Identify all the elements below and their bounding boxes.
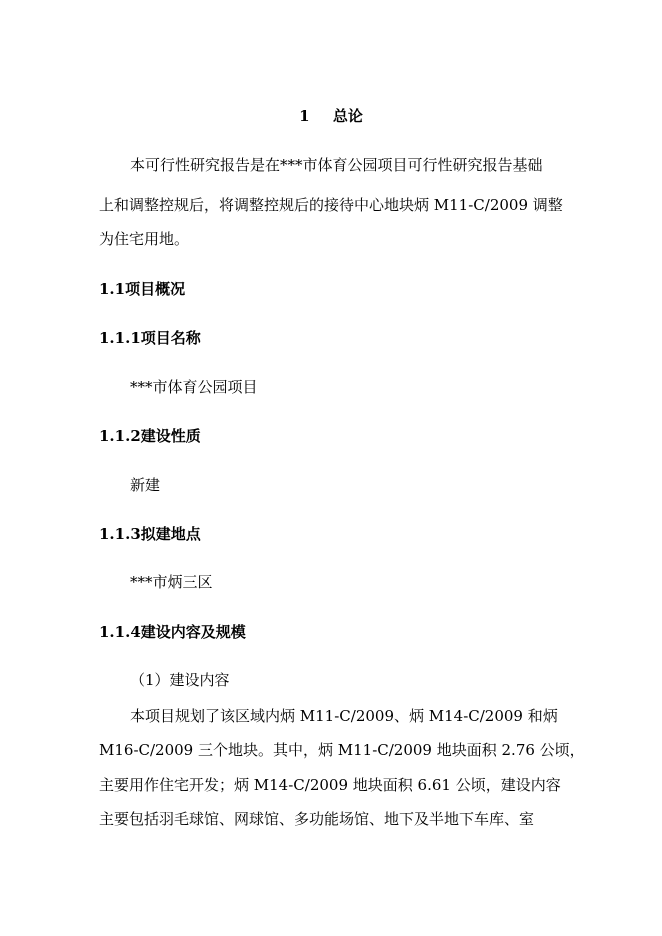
section-1-1-heading: 1.1项目概况	[99, 280, 186, 298]
section-1-1-2-heading: 1.1.2建设性质	[99, 427, 201, 445]
intro-line-3: 为住宅用地。	[99, 230, 190, 248]
section-1-1-4-line-2: M16-C/2009 三个地块。其中，炳 M11-C/2009 地块面积 2.76 公顷，	[99, 741, 585, 759]
section-1-1-1-body: ***市体育公园项目	[130, 378, 258, 396]
chapter-heading	[0, 105, 662, 127]
section-1-1-4-line-4: 主要包括羽毛球馆、网球馆、多功能场馆、地下及半地下车库、室	[99, 810, 535, 828]
section-1-1-2-body: 新建	[130, 476, 161, 494]
section-1-1-4-line-1: 本项目规划了该区域内炳 M11-C/2009、炳 M14-C/2009 和炳	[130, 707, 558, 725]
section-1-1-3-body: ***市炳三区	[130, 573, 213, 591]
intro-line-1: 本可行性研究报告是在***市体育公园项目可行性研究报告基础	[130, 156, 543, 174]
section-1-1-4-heading: 1.1.4建设内容及规模	[99, 623, 246, 641]
section-1-1-4-line-3: 主要用作住宅开发；炳 M14-C/2009 地块面积 6.61 公顷，建设内容	[99, 776, 561, 794]
chapter-number: 1	[299, 107, 310, 125]
intro-line-2: 上和调整控规后，将调整控规后的接待中心地块炳 M11-C/2009 调整	[99, 196, 563, 214]
chapter-title: 总论	[332, 107, 363, 125]
section-1-1-3-heading: 1.1.3拟建地点	[99, 525, 201, 543]
section-1-1-1-heading: 1.1.1项目名称	[99, 329, 201, 347]
section-1-1-4-subhead: （1）建设内容	[130, 671, 230, 689]
